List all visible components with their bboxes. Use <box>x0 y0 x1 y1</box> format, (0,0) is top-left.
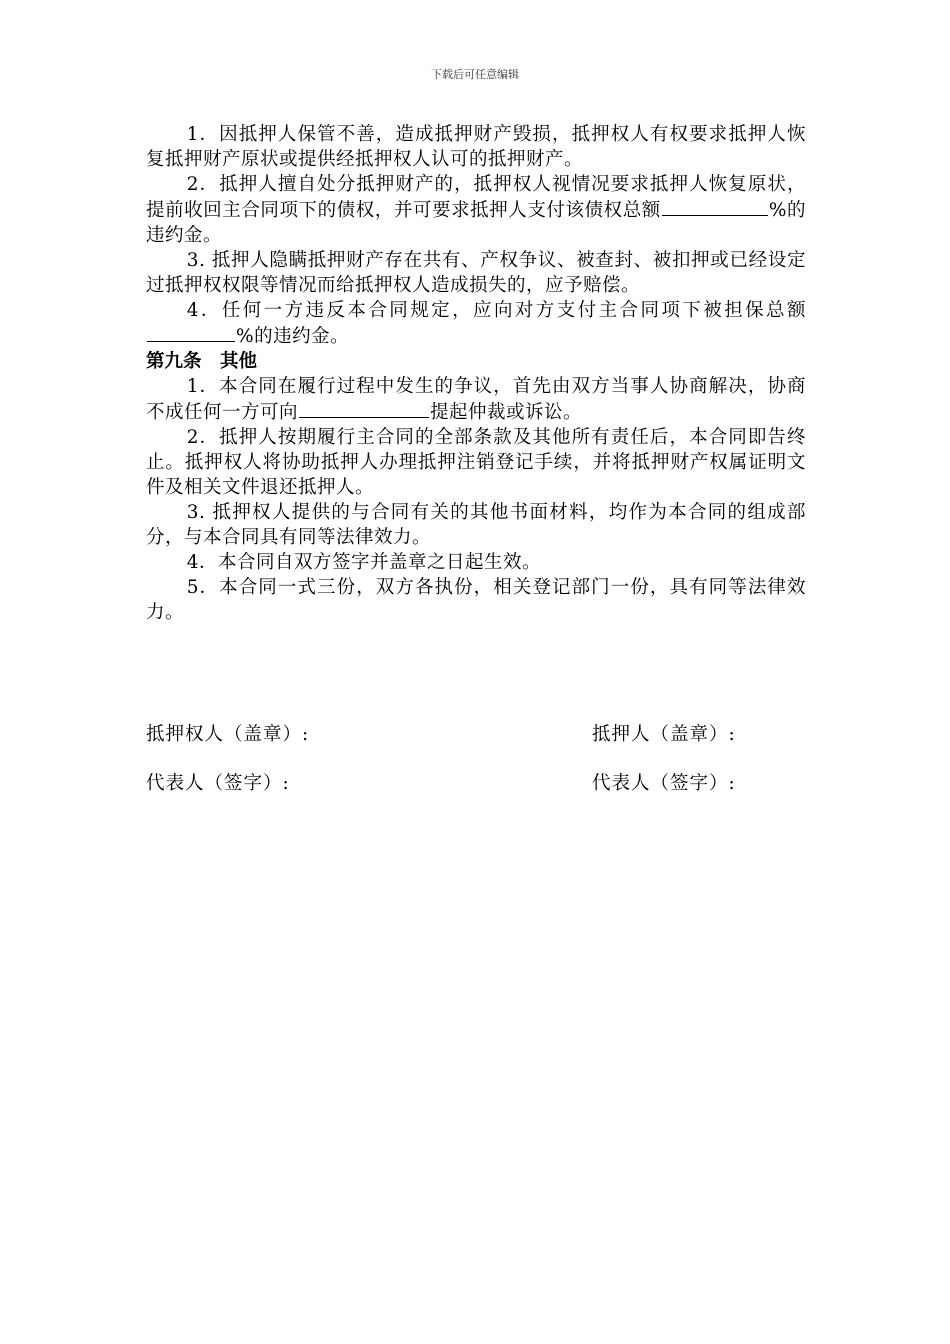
mortgagor-seal-label: 抵押人（盖章）: <box>592 724 736 745</box>
section-9-item-2: 2．抵押人按期履行主合同的全部条款及其他所有责任后，本合同即告终止。抵押权人将协助抵押人办理抵押注销登记手续，并将抵押财产权属证明文件及相关文件退还抵押人。 <box>146 427 806 498</box>
clause-4-text: 4．任何一方违反本合同规定，应向对方支付主合同项下被担保总额 <box>186 300 806 321</box>
clause-1: 1．因抵押人保管不善，造成抵押财产毁损，抵押权人有权要求抵押人恢复抵押财产原状或提供经抵押权人认可的抵押财产。 <box>146 124 806 170</box>
penalty-rate-blank-2[interactable] <box>147 323 235 342</box>
item-1-tail: 提起仲裁或诉讼。 <box>430 402 583 423</box>
item-1-text: 1．本合同在履行过程中发生的争议，首先由双方当事人协商解决，协商不成任何一方可向 <box>146 376 806 423</box>
section-9-item-3: 3. 抵押权人提供的与合同有关的其他书面材料，均作为本合同的组成部分，与本合同具有同等法律效力。 <box>146 502 806 548</box>
section-9-heading: 第九条 其他 <box>146 351 258 372</box>
clause-2-tail: %的违约金。 <box>146 200 806 246</box>
penalty-rate-blank-1[interactable] <box>662 197 768 216</box>
clause-2-text: 2．抵押人擅自处分抵押财产的，抵押权人视情况要求抵押人恢复原状，提前收回主合同项下的债权，并可要求抵押人支付该债权总额 <box>146 174 806 221</box>
clause-4 <box>146 298 806 349</box>
mortgagee-seal-label: 抵押权人（盖章）: <box>146 724 310 745</box>
clause-2 <box>146 172 806 248</box>
section-9-item-5: 5．本合同一式三份，双方各执份，相关登记部门一份，具有同等法律效力。 <box>146 577 806 623</box>
contract-body <box>146 122 806 625</box>
mortgagee-rep-label: 代表人（签字）: <box>146 773 290 794</box>
clause-3: 3. 抵押人隐瞒抵押财产存在共有、产权争议、被查封、被扣押或已经设定过抵押权权限等情况而给抵押权人造成损失的，应予赔偿。 <box>146 250 806 296</box>
page-header: 下载后可任意编辑 <box>431 68 519 81</box>
section-9-item-1 <box>146 374 806 425</box>
mortgagor-rep-label: 代表人（签字）: <box>592 773 736 794</box>
arbitration-body-blank[interactable] <box>299 399 429 418</box>
clause-4-tail: %的违约金。 <box>236 326 350 347</box>
section-9-item-4: 4．本合同自双方签字并盖章之日起生效。 <box>186 552 541 573</box>
